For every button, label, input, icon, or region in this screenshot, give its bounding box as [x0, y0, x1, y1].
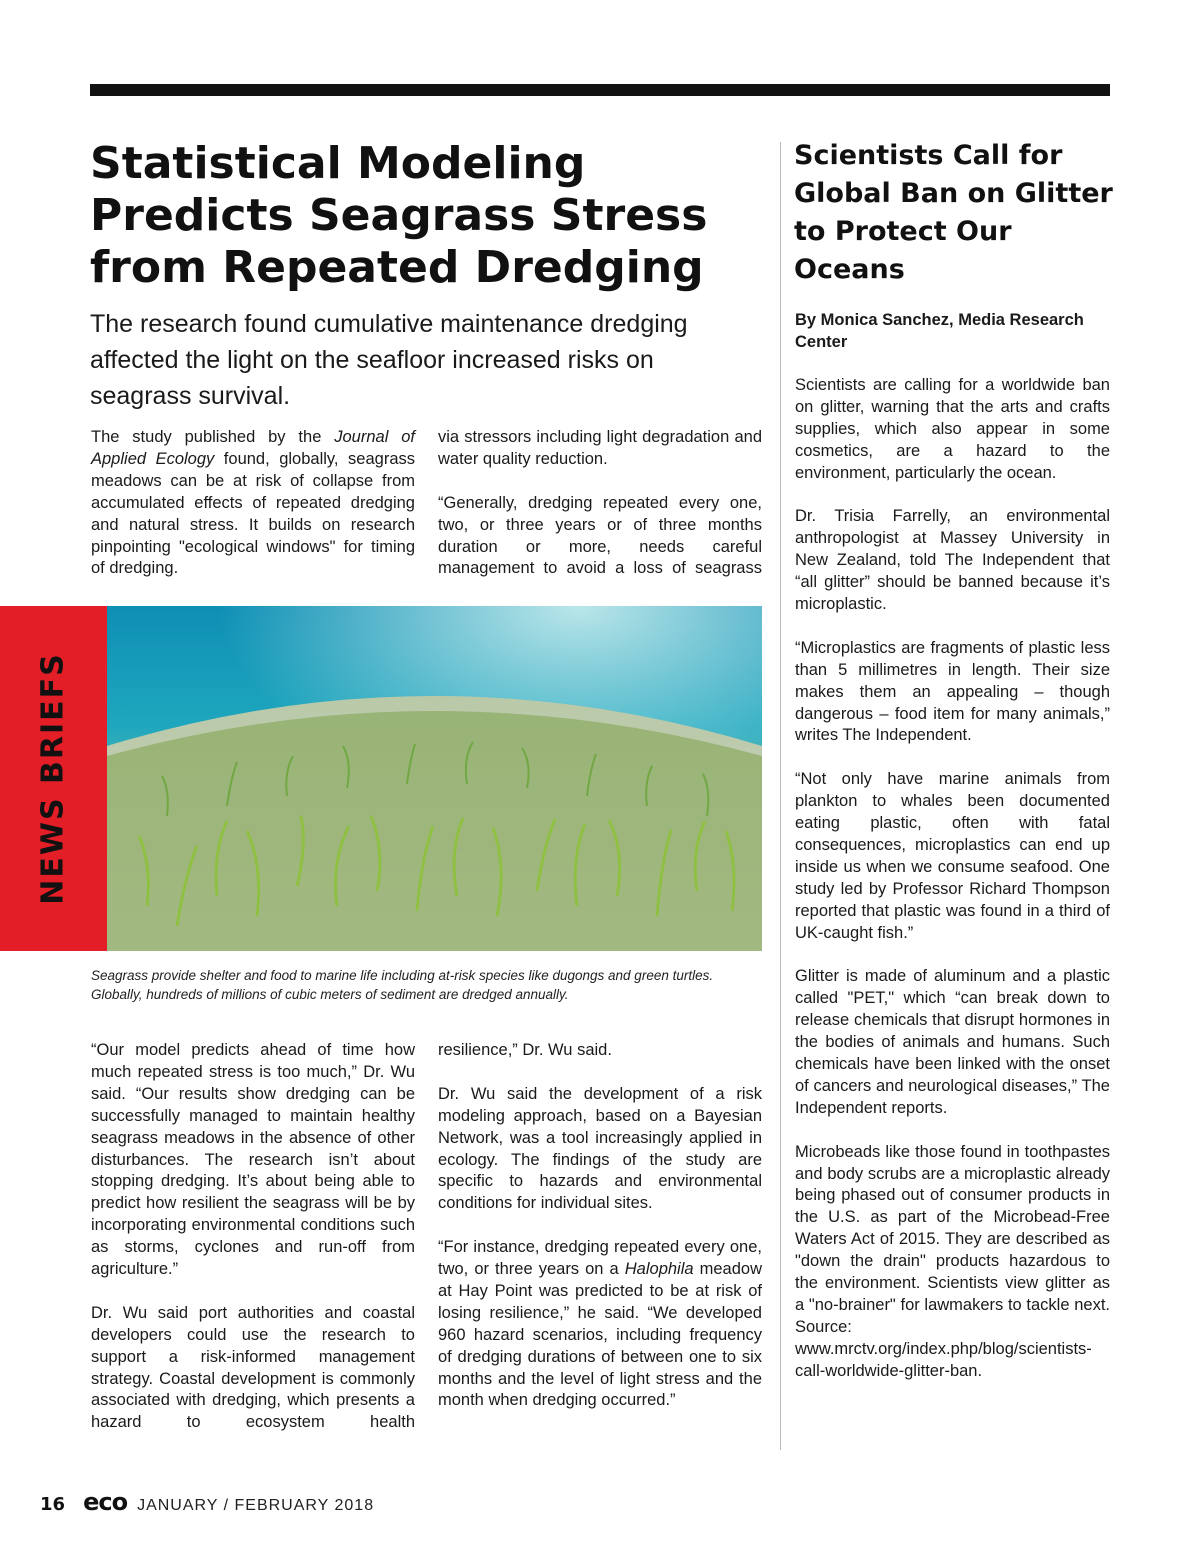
body-paragraph: “For instance, dredging repeated every one, two, or three years on a Halophila meadow at Hay Point was predicted to be at risk of losing resilience,” he said. “We developed 960 hazard scenarios, including frequency of dredging durations of between one to six months and the level of light stress and the month when dredging occurred.”: [438, 1238, 762, 1410]
side-paragraph: Scientists are calling for a worldwide ban on glitter, warning that the arts and crafts supplies, which also appear in some cosmetics, are a hazard to the environment, particularly the ocean.: [795, 376, 1110, 482]
top-rule: [90, 84, 1110, 96]
intro-paragraph: via stressors including light degradation and water quality reduction.: [438, 428, 762, 468]
main-article-title: Statistical Modeling Predicts Seagrass Stress from Repeated Dredging: [90, 138, 708, 293]
side-paragraph: “Microplastics are fragments of plastic less than 5 millimetres in length. Their size makes them an appealing – though dangerous – food item for many animals,” writes The Independent.: [795, 638, 1110, 745]
photo-caption: Seagrass provide shelter and food to marine life including at-risk species like dugongs and green turtles. Globally, hundreds of millions of cubic meters of sediment are dredged annually.: [91, 968, 714, 1002]
side-paragraph: “Not only have marine animals from plankton to whales been documented eating plastic, often with fatal consequences, microplastics can end up inside us when we consume seafood. One study led by Professor Richard Thompson reported that plastic was found in a third of UK-caught fish.”: [795, 770, 1110, 942]
seagrass-photo: [107, 606, 762, 951]
page-footer: [40, 1488, 375, 1516]
side-paragraph: Glitter is made of aluminum and a plastic called "PET," which “can break down to release chemicals that disrupt hormones in the bodies of animals and humans. Such chemicals have been linked with the onset of cancers and neurological diseases,” The Independent reports.: [795, 967, 1110, 1117]
section-tab: [0, 606, 107, 951]
body-paragraph: resilience,” Dr. Wu said.: [438, 1041, 612, 1059]
species-name: Halophila: [624, 1260, 694, 1279]
intro-paragraph: The study published by the Journal of Applied Ecology found, globally, seagrass meadows can be at risk of collapse from accumulated effects of repeated dredging and natural stress. It builds on research pinpointing "ecological windows" for timing of dredging.: [91, 428, 416, 578]
main-article-deck: The research found cumulative maintenance dredging affected the light on the seafloor increased risks on seagrass survival.: [90, 310, 688, 410]
intro-paragraph: “Generally, dredging repeated every one, two, or three years or of three months duration or more, needs careful management to avoid a loss of seagrass: [438, 493, 762, 578]
body-column-1: [91, 1040, 415, 1434]
body-paragraph: “Our model predicts ahead of time how much repeated stress is too much,” Dr. Wu said. “Our results show dredging can be successfully managed to maintain healthy seagrass meadows in the absence of other disturbances. The research isn’t about stopping dredging. It’s about being able to predict how resilient the seagrass will be by incorporating environmental conditions such as storms, cyclones and run-off from agriculture.”: [91, 1041, 415, 1279]
section-tab-label: NEWS BRIEFS: [36, 652, 71, 905]
intro-column-2: [438, 427, 762, 580]
column-divider: [780, 142, 781, 1450]
body-column-2: [438, 1040, 762, 1412]
side-article-title: Scientists Call for Global Ban on Glitter to Protect Our Oceans: [794, 140, 1113, 285]
intro-column-1: [91, 427, 415, 580]
side-paragraph: Microbeads like those found in toothpastes and body scrubs are a microplastic already being phased out of consumer products in the U.S. as part of the Microbead-Free Waters Act of 2015. They are described as "down the drain" products hazardous to the environment. Scientists view glitter as a "no-brainer" for lawmakers to tackle next. Source: www.mrctv.org/index.php/blog/scientists-call-worldwide-glitter-ban.: [795, 1142, 1110, 1380]
magazine-logo: eco: [83, 1488, 128, 1516]
body-paragraph: Dr. Wu said the development of a risk modeling approach, based on a Bayesian Network, was a tool increasingly applied in ecology. The findings of the study are specific to hazards and environmental conditions for individual sites.: [438, 1084, 762, 1213]
page-number: 16: [40, 1494, 66, 1515]
journal-name: Journal of Applied Ecology: [91, 428, 416, 468]
side-article-byline: By Monica Sanchez, Media Research Center: [795, 311, 1084, 351]
body-paragraph: Dr. Wu said port authorities and coastal developers could use the research to support a risk-informed management strategy. Coastal development is commonly associated with dredging, which presents a hazard to ecosystem health: [91, 1303, 415, 1432]
issue-date: JANUARY / FEBRUARY 2018: [137, 1497, 375, 1514]
side-paragraph: Dr. Trisia Farrelly, an environmental anthropologist at Massey University in New Zealand, told The Independent that “all glitter” should be banned because it’s microplastic.: [795, 507, 1110, 614]
side-article-body: [795, 375, 1110, 1383]
